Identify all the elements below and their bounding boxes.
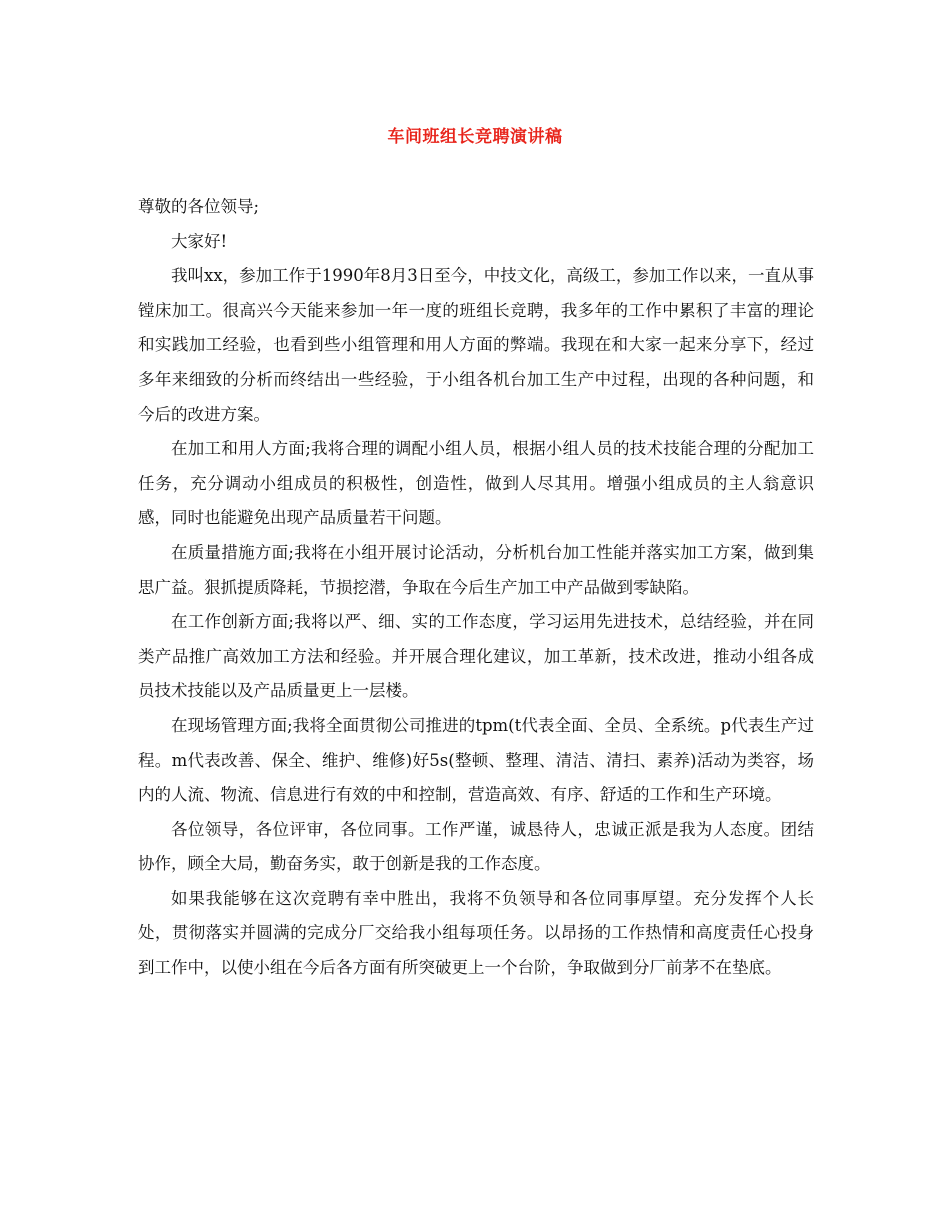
document-body: [138, 190, 814, 986]
document-title: 车间班组长竞聘演讲稿: [387, 127, 563, 147]
paragraph-attitude: 各位领导，各位评审，各位同事。工作严谨，诚恳待人，忠诚正派是我为人态度。团结协作，顾全大局，勤奋务实，敢于创新是我的工作态度。: [138, 819, 814, 874]
paragraph-quality: 在质量措施方面;我将在小组开展讨论活动，分析机台加工性能并落实加工方案，做到集思广益。狠抓提质降耗，节损挖潜，争取在今后生产加工中产品做到零缺陷。: [138, 542, 814, 597]
paragraph-innovation: 在工作创新方面;我将以严、细、实的工作态度，学习运用先进技术，总结经验，并在同类产品推广高效加工方法和经验。并开展合理化建议，加工革新，技术改进，推动小组各成员技术技能以及产品质量更上一层楼。: [138, 612, 814, 701]
paragraph-conclusion: 如果我能够在这次竞聘有幸中胜出，我将不负领导和各位同事厚望。充分发挥个人长处，贯彻落实并圆满的完成分厂交给我小组每项任务。以昂扬的工作热情和高度责任心投身到工作中，以使小组在今后各方面有所突破更上一个台阶，争取做到分厂前茅不在垫底。: [138, 888, 814, 978]
salutation: 尊敬的各位领导;: [138, 197, 260, 216]
paragraph-staffing: 在加工和用人方面;我将合理的调配小组人员，根据小组人员的技术技能合理的分配加工任务，充分调动小组成员的积极性，创造性，做到人尽其用。增强小组成员的主人翁意识感，同时也能避免出现产品质量若干问题。: [138, 439, 814, 528]
paragraph-introduction: 我叫xx，参加工作于1990年8月3日至今，中技文化，高级工，参加工作以来，一直从事镗床加工。很高兴今天能来参加一年一度的班组长竞聘，我多年的工作中累积了丰富的理论和实践加工经验，也看到些小组管理和用人方面的弊端。我现在和大家一起来分享下，经过多年来细致的分析而终结出一些经验，于小组各机台加工生产中过程，出现的各种问题，和今后的改进方案。: [138, 266, 814, 424]
paragraph-site-management: 在现场管理方面;我将全面贯彻公司推进的tpm(t代表全面、全员、全系统。p代表生产过程。m代表改善、保全、维护、维修)好5s(整顿、整理、清洁、清扫、素养)活动为类容，场内的人流、物流、信息进行有效的中和控制，营造高效、有序、舒适的工作和生产环境。: [138, 715, 814, 805]
paragraph-greeting: 大家好!: [171, 231, 228, 251]
